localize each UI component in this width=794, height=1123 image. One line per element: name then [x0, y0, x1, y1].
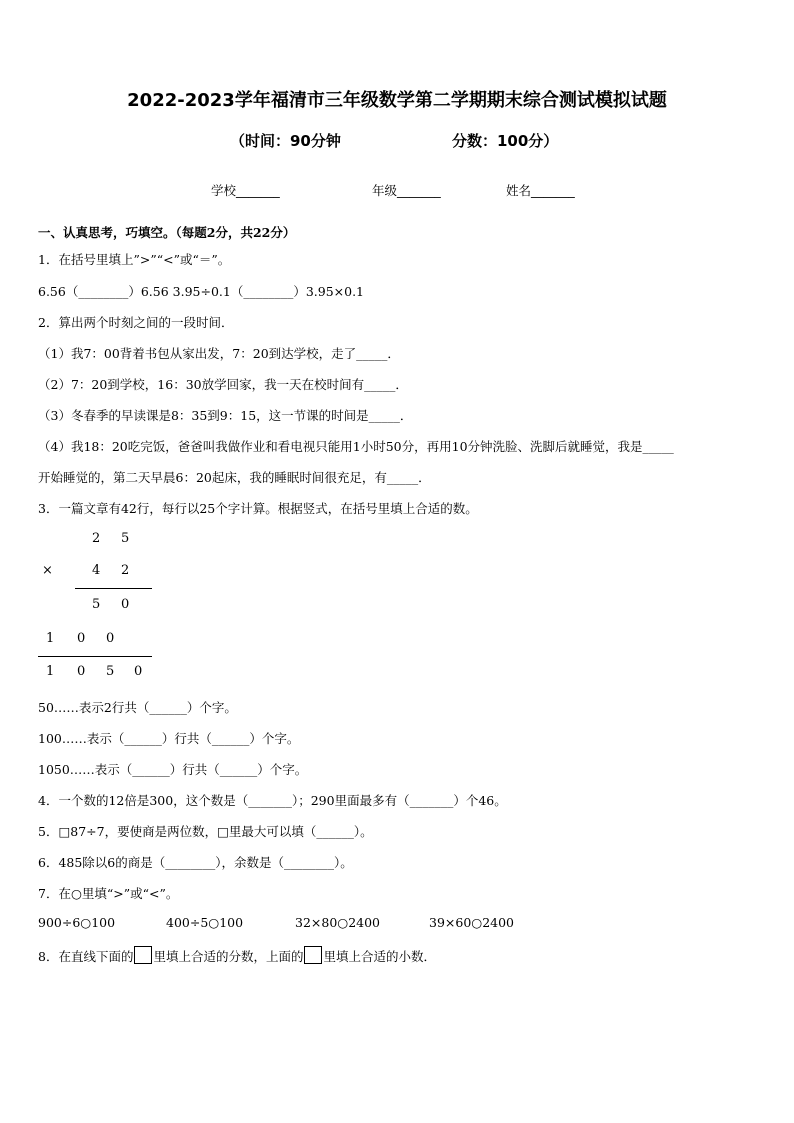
question-7-item: 900÷6○100 [38, 915, 116, 930]
question-1-stem: 1．在括号里填上”>”“<”或“＝”。 [38, 252, 231, 267]
question-1-line: 6.56（________）6.56 3.95÷0.1（________）3.95×0.1 [38, 284, 365, 299]
calc-digit: 5 [121, 531, 130, 546]
question-8 [38, 946, 436, 965]
calc-digit: 1 [46, 631, 55, 646]
question-2-part-3: （3）冬春季的早读课是8：35到9：15，这一节课的时间是_____． [38, 408, 413, 423]
question-4: 4．一个数的12倍是300，这个数是（_______）；290里面最多有（_______）个46。 [38, 793, 507, 808]
question-8-part-b: 里填上合适的分数，上面的 [153, 949, 304, 964]
question-7-item: 32×80○2400 [295, 915, 381, 930]
page-title: 2022-2023学年福清市三年级数学第二学期期末综合测试模拟试题 [127, 90, 667, 111]
calc-digit: 0 [77, 631, 86, 646]
question-7-item: 400÷5○100 [166, 915, 244, 930]
question-3-answer-2: 100……表示（______）行共（______）个字。 [38, 731, 300, 746]
question-3-answer-3: 1050……表示（______）行共（______）个字。 [38, 762, 308, 777]
question-3-stem: 3．一篇文章有42行，每行以25个字计算。根据竖式，在括号里填上合适的数。 [38, 501, 478, 516]
calc-digit: 5 [106, 664, 115, 679]
answer-box [304, 946, 322, 964]
times-sign: × [42, 563, 53, 578]
question-2-part-1: （1）我7：00背着书包从家出发，7：20到达学校，走了_____． [38, 346, 400, 361]
section-heading: 一、认真思考，巧填空。（每题2分，共22分） [38, 225, 296, 240]
question-8-part-c: 里填上合适的小数． [323, 949, 436, 964]
question-7-item: 39×60○2400 [429, 915, 515, 930]
question-6: 6．485除以6的商是（________），余数是（________）。 [38, 855, 353, 870]
question-2-part-4a: （4）我18：20吃完饭，爸爸叫我做作业和看电视只能用1小时50分，再用10分钟洗脸、洗脚后就睡觉，我是_____ [38, 439, 674, 454]
calc-digit: 2 [121, 563, 130, 578]
calc-digit: 0 [134, 664, 143, 679]
calc-digit: 0 [77, 664, 86, 679]
question-5: 5．□87÷7，要使商是两位数，□里最大可以填（______）。 [38, 824, 373, 839]
grade-field: 年级_______ [372, 183, 441, 198]
answer-box [134, 946, 152, 964]
calc-digit: 0 [106, 631, 115, 646]
calc-rule [38, 656, 152, 657]
calc-digit: 2 [92, 531, 101, 546]
calc-digit: 1 [46, 664, 55, 679]
question-2-stem: 2．算出两个时刻之间的一段时间． [38, 315, 234, 330]
calc-digit: 4 [92, 563, 101, 578]
calc-rule [75, 588, 152, 589]
question-7-stem: 7．在○里填“>”或“<”。 [38, 886, 179, 901]
question-2-part-2: （2）7：20到学校，16：30放学回家，我一天在校时间有_____． [38, 377, 408, 392]
question-8-part-a: 8．在直线下面的 [38, 949, 134, 964]
calc-digit: 0 [121, 597, 130, 612]
calc-digit: 5 [92, 597, 101, 612]
name-field: 姓名_______ [506, 183, 575, 198]
exam-time: （时间：90分钟 [230, 132, 341, 150]
exam-score: 分数：100分） [452, 132, 559, 150]
school-field: 学校_______ [211, 183, 280, 198]
question-3-answer-1: 50……表示2行共（______）个字。 [38, 700, 237, 715]
question-2-part-4b: 开始睡觉的，第二天早晨6：20起床，我的睡眠时间很充足，有_____． [38, 470, 431, 485]
